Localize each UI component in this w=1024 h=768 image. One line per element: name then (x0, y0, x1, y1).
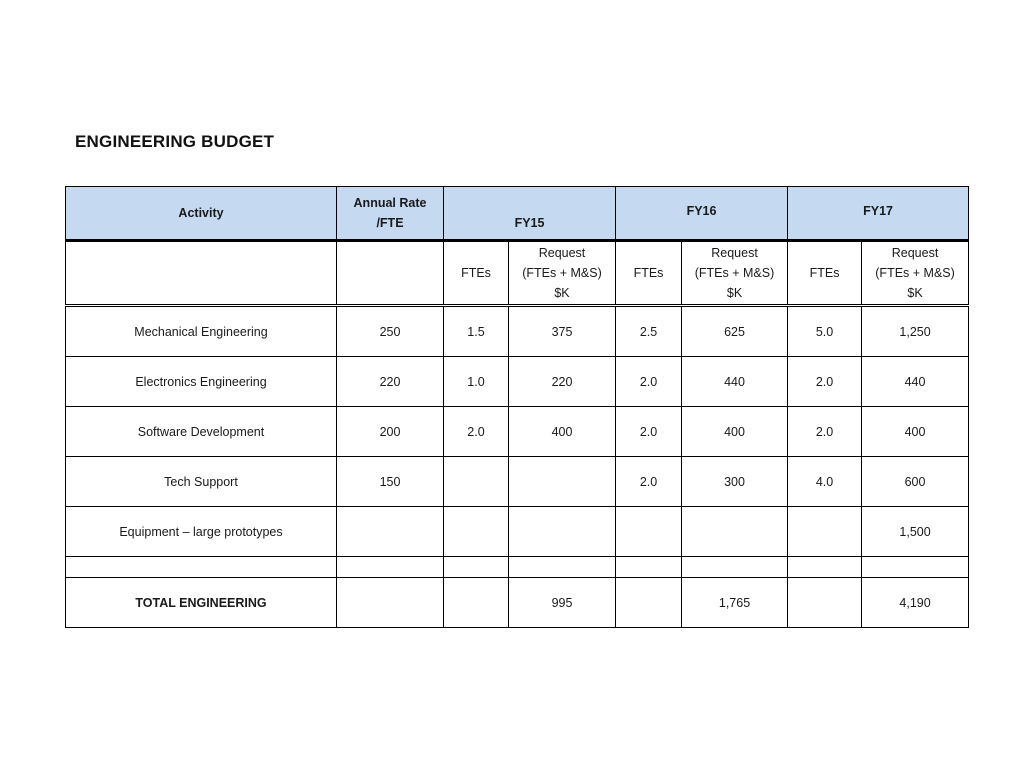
cell-fy16-request: 400 (682, 407, 788, 457)
spacer-cell (788, 557, 862, 578)
header-activity: Activity (66, 187, 337, 241)
header-fy15 (444, 187, 616, 241)
subheader-fy17-ftes: FTEs (788, 241, 862, 306)
spacer-cell (66, 557, 337, 578)
cell-fy17-ftes: 2.0 (788, 357, 862, 407)
table-row (66, 507, 969, 557)
cell-rate (337, 507, 444, 557)
header-annual-rate-line2: /FTE (376, 216, 404, 230)
cell-fy15-ftes (444, 457, 509, 507)
total-fy17-request: 4,190 (862, 578, 969, 628)
request-line2: (FTEs + M&S) (694, 266, 775, 280)
cell-fy17-ftes: 5.0 (788, 306, 862, 357)
cell-fy15-request: 220 (509, 357, 616, 407)
cell-fy15-ftes (444, 507, 509, 557)
request-line1: Request (711, 246, 758, 260)
subheader-fy15-ftes: FTEs (444, 241, 509, 306)
subheader-fy15-request (509, 241, 616, 306)
cell-fy17-request: 440 (862, 357, 969, 407)
cell-fy17-request: 1,250 (862, 306, 969, 357)
cell-fy16-ftes: 2.0 (616, 407, 682, 457)
cell-fy17-request: 600 (862, 457, 969, 507)
table-row (66, 407, 969, 457)
spacer-cell (337, 557, 444, 578)
cell-fy15-ftes: 1.5 (444, 306, 509, 357)
header-annual-rate (337, 187, 444, 241)
request-line1: Request (538, 246, 586, 260)
cell-fy16-request: 440 (682, 357, 788, 407)
cell-fy17-ftes: 2.0 (788, 407, 862, 457)
header-fy17 (788, 187, 969, 241)
cell-activity: Software Development (66, 407, 337, 457)
cell-rate: 220 (337, 357, 444, 407)
subheader-blank-rate (337, 241, 444, 306)
cell-fy17-request: 1,500 (862, 507, 969, 557)
subheader-blank-activity (66, 241, 337, 306)
total-rate (337, 578, 444, 628)
header-fy15-label: FY15 (514, 216, 545, 230)
page-title: ENGINEERING BUDGET (75, 132, 275, 151)
cell-fy16-ftes (616, 507, 682, 557)
cell-fy15-request (509, 457, 616, 507)
spacer-cell (862, 557, 969, 578)
cell-fy17-request: 400 (862, 407, 969, 457)
total-row (66, 578, 969, 628)
cell-rate: 200 (337, 407, 444, 457)
request-line3: $K (907, 286, 923, 300)
budget-table (65, 186, 969, 628)
cell-activity: Mechanical Engineering (66, 306, 337, 357)
total-fy15-ftes (444, 578, 509, 628)
total-fy15-request: 995 (509, 578, 616, 628)
request-line2: (FTEs + M&S) (522, 266, 602, 280)
table-row (66, 457, 969, 507)
cell-fy16-ftes: 2.0 (616, 357, 682, 407)
spacer-cell (682, 557, 788, 578)
cell-activity: Electronics Engineering (66, 357, 337, 407)
cell-fy15-request (509, 507, 616, 557)
header-fy16-label: FY16 (686, 204, 717, 218)
total-label: TOTAL ENGINEERING (66, 578, 337, 628)
subheader-fy16-ftes: FTEs (616, 241, 682, 306)
header-annual-rate-line1: Annual Rate (353, 196, 427, 210)
cell-fy17-ftes: 4.0 (788, 457, 862, 507)
spacer-cell (444, 557, 509, 578)
cell-activity: Tech Support (66, 457, 337, 507)
header-fy17-label: FY17 (863, 204, 893, 218)
subheader-fy17-request (862, 241, 969, 306)
request-line3: $K (726, 286, 743, 300)
request-line2: (FTEs + M&S) (875, 266, 955, 280)
table-row (66, 357, 969, 407)
cell-fy15-ftes: 1.0 (444, 357, 509, 407)
total-fy17-ftes (788, 578, 862, 628)
total-fy16-ftes (616, 578, 682, 628)
cell-fy16-ftes: 2.5 (616, 306, 682, 357)
request-line3: $K (554, 286, 570, 300)
cell-fy15-ftes: 2.0 (444, 407, 509, 457)
cell-fy16-ftes: 2.0 (616, 457, 682, 507)
cell-fy17-ftes (788, 507, 862, 557)
header-row (66, 187, 969, 241)
cell-fy16-request: 625 (682, 306, 788, 357)
subheader-row (66, 241, 969, 306)
subheader-fy16-request (682, 241, 788, 306)
cell-rate: 250 (337, 306, 444, 357)
total-fy16-request: 1,765 (682, 578, 788, 628)
header-fy16 (616, 187, 788, 241)
cell-fy15-request: 375 (509, 306, 616, 357)
spacer-cell (616, 557, 682, 578)
cell-fy16-request (682, 507, 788, 557)
spacer-cell (509, 557, 616, 578)
spacer-row (66, 557, 969, 578)
cell-fy15-request: 400 (509, 407, 616, 457)
cell-fy16-request: 300 (682, 457, 788, 507)
request-line1: Request (891, 246, 939, 260)
cell-activity: Equipment – large prototypes (66, 507, 337, 557)
cell-rate: 150 (337, 457, 444, 507)
table-row (66, 306, 969, 357)
